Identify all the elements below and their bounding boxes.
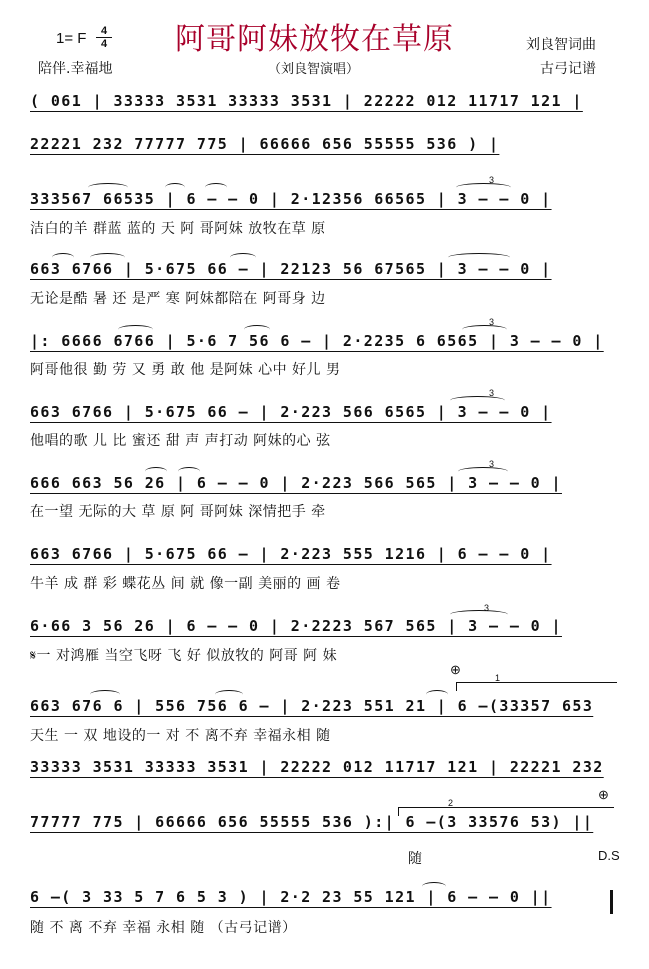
notation-row-9: 6·66 3 56 26 | 6 – – 0 | 2·2223 567 565 | 3 – – 0 | (30, 617, 562, 635)
slur (118, 325, 153, 334)
slur (88, 183, 128, 192)
notation-row-5: |: 6666 6766 | 5·6 7 56 6 – | 2·2235 6 6565 | 3 – – 0 | (30, 332, 604, 350)
slur (215, 690, 243, 699)
triplet-marker: 3 (489, 459, 495, 469)
time-signature (96, 26, 112, 49)
slur (52, 253, 74, 262)
slur (230, 253, 256, 262)
accompaniment-style: 陪伴.幸福地 (38, 61, 113, 77)
notation-row-8: 663 6766 | 5·675 66 – | 2·223 555 1216 | 6 – – 0 | (30, 545, 552, 563)
slur (426, 690, 448, 699)
slur (456, 183, 511, 192)
notation-row-13: 6 –( 3 33 5 7 6 5 3 ) | 2·2 23 55 121 | 6 – – 0 || (30, 888, 552, 906)
song-title: 阿哥阿妹放牧在草原 (175, 22, 454, 57)
lyrics-row-13: 随 不 离 不弃 幸福 永相 随 （古弓记谱） (30, 920, 297, 936)
notation-row-1: ( 061 | 33333 3531 33333 3531 | 22222 012 11717 121 | (30, 92, 583, 110)
slur (458, 467, 508, 476)
volta-1-number: 1 (495, 673, 501, 683)
notation-row-6: 663 6766 | 5·675 66 – | 2·223 566 6565 | 3 – – 0 | (30, 403, 552, 421)
lyrics-row-4: 无论是酷 暑 还 是严 寒 阿妹都陪在 阿哥身 边 (30, 291, 326, 307)
triplet-marker: 3 (489, 388, 495, 398)
lyrics-row-6: 他唱的歌 儿 比 蜜还 甜 声 声打动 阿妹的心 弦 (30, 433, 331, 449)
slur (178, 467, 200, 476)
slur (462, 325, 507, 334)
lyrics-row-10: 天生 一 双 地设的一 对 不 离不弃 幸福永相 随 (30, 728, 331, 744)
notation-row-7: 666 663 56 26 | 6 – – 0 | 2·223 566 565 | 3 – – 0 | (30, 474, 562, 492)
coda-sign-icon-2: ⊕ (598, 787, 609, 802)
slur (422, 882, 446, 891)
slur (244, 325, 270, 334)
slur (450, 610, 508, 619)
notation-row-10: 663 676 6 | 556 756 6 – | 2·223 551 21 | 6 –(33357 653 (30, 697, 594, 715)
slur (448, 253, 510, 262)
triplet-marker: 3 (489, 317, 495, 327)
slur (450, 396, 505, 405)
volta-2-number: 2 (448, 798, 454, 808)
lyrics-row-5: 阿哥他很 勤 劳 又 勇 敢 他 是阿妹 心中 好儿 男 (30, 362, 341, 378)
lyrics-row-7: 在一望 无际的大 草 原 阿 哥阿妹 深情把手 牵 (30, 504, 326, 520)
notation-row-2: 22221 232 77777 775 | 66666 656 55555 536 ) | (30, 135, 500, 153)
triplet-marker: 3 (484, 603, 490, 613)
composer-credit: 刘良智词曲 (526, 37, 596, 53)
time-top: 4 (100, 25, 108, 37)
slur (90, 253, 125, 262)
notation-row-4: 663 6766 | 5·675 66 – | 22123 56 67565 | 3 – – 0 | (30, 260, 552, 278)
notation-row-11: 33333 3531 33333 3531 | 22222 012 11717 121 | 22221 232 (30, 758, 604, 776)
dal-segno-mark: D.S (598, 848, 620, 863)
lyrics-row-3: 洁白的羊 群蓝 蓝的 天 阿 哥阿妹 放牧在草 原 (30, 221, 326, 237)
notation-row-3: 333567 66535 | 6 – – 0 | 2·12356 66565 | 3 – – 0 | (30, 190, 552, 208)
final-barline (610, 890, 613, 914)
coda-sign-icon: ⊕ (450, 662, 461, 677)
triplet-marker: 3 (489, 175, 495, 185)
slur (165, 183, 185, 192)
slur (205, 183, 227, 192)
volta-2-bracket (398, 807, 614, 816)
volta-1-bracket (456, 682, 617, 691)
key-signature: 1= F (56, 30, 87, 47)
transcriber-credit: 古弓记谱 (540, 61, 596, 77)
slur (145, 467, 167, 476)
time-bottom: 4 (100, 38, 108, 50)
lyrics-row-9: 𝄋一 对鸿雁 当空飞呀 飞 好 似放牧的 阿哥 阿 妹 (30, 648, 338, 664)
lyrics-row-12: 随 (408, 851, 423, 867)
slur (90, 690, 120, 699)
singer-credit: （刘良智演唱） (268, 62, 360, 77)
notation-row-12: 77777 775 | 66666 656 55555 536 ):| 6 –(3 33576 53) || (30, 813, 594, 831)
lyrics-row-8: 牛羊 成 群 彩 蝶花丛 间 就 像一副 美丽的 画 卷 (30, 576, 341, 592)
